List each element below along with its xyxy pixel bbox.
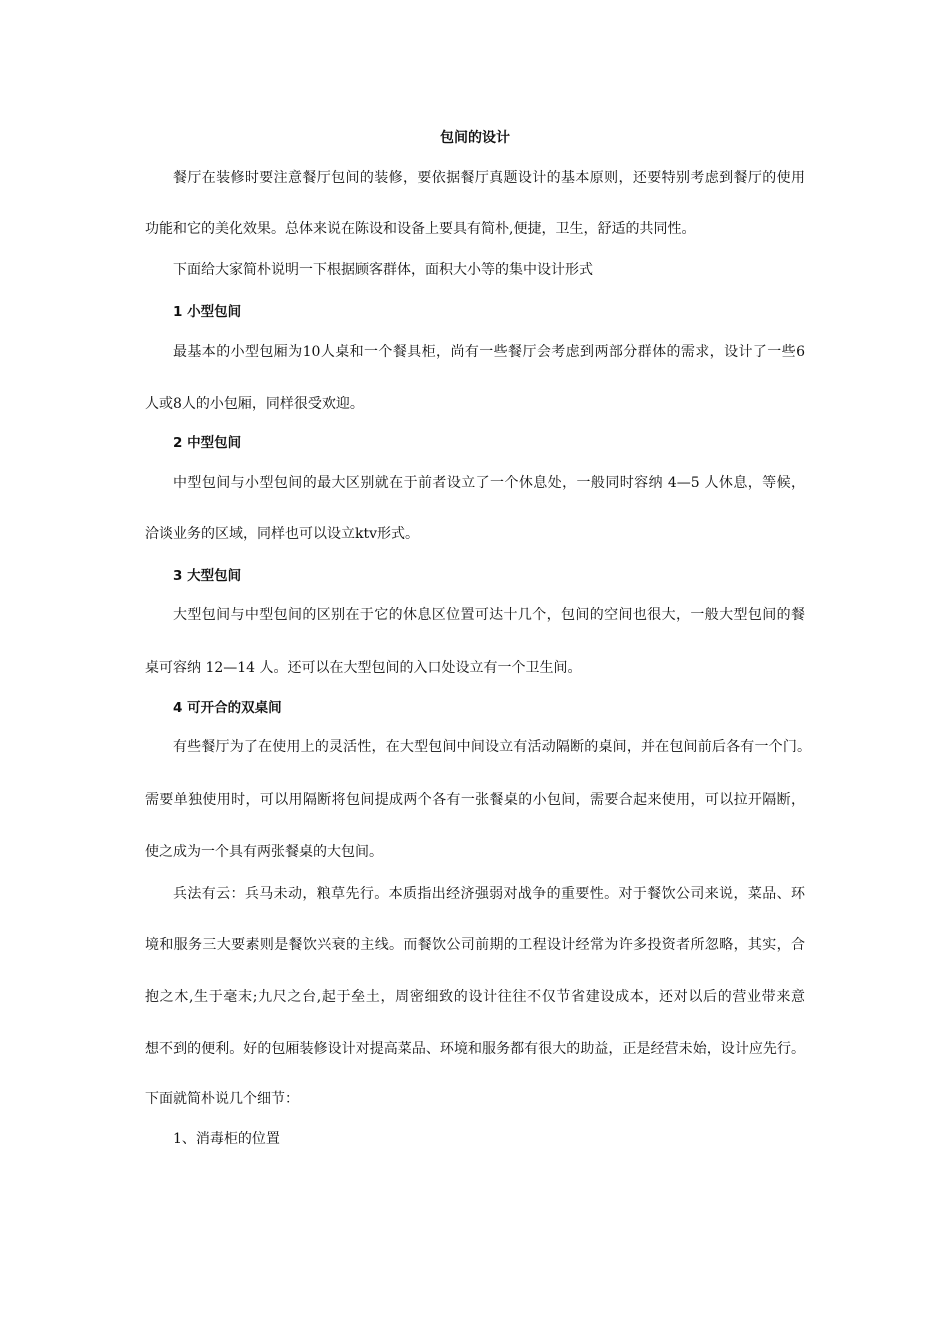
section-heading: 2 中型包间 [173, 435, 242, 451]
paragraph-line: 下面给大家简朴说明一下根据顾客群体，面积大小等的集中设计形式 [173, 262, 593, 278]
paragraph-line: 洽谈业务的区域，同样也可以设立ktv形式。 [145, 526, 420, 542]
paragraph-line: 抱之木,生于毫末;九尺之台,起于垒土，周密细致的设计往往不仅节省建设成本，还对以后的营业带来意 [145, 989, 805, 1005]
page-title: 包间的设计 [440, 130, 510, 146]
paragraph-line: 使之成为一个具有两张餐桌的大包间。 [145, 844, 383, 860]
paragraph-line: 中型包间与小型包间的最大区别就在于前者设立了一个休息处，一般同时容纳 4—5 人休息，等候， [173, 475, 805, 491]
paragraph-line: 兵法有云：兵马未动，粮草先行。本质指出经济强弱对战争的重要性。对于餐饮公司来说，菜品、环 [173, 886, 805, 902]
section-heading: 1 小型包间 [173, 304, 242, 320]
paragraph-line: 餐厅在装修时要注意餐厅包间的装修，要依据餐厅真题设计的基本原则，还要特别考虑到餐厅的使用 [173, 170, 805, 186]
paragraph-line: 下面就简朴说几个细节： [145, 1091, 299, 1107]
paragraph-line: 功能和它的美化效果。总体来说在陈设和设备上要具有简朴,便捷，卫生，舒适的共同性。 [145, 221, 696, 237]
paragraph-line: 大型包间与中型包间的区别在于它的休息区位置可达十几个，包间的空间也很大，一般大型包间的餐 [173, 607, 805, 623]
section-heading: 3 大型包间 [173, 568, 242, 584]
section-heading: 4 可开合的双桌间 [173, 700, 282, 716]
paragraph-line: 境和服务三大要素则是餐饮兴衰的主线。而餐饮公司前期的工程设计经常为许多投资者所忽略，其实，合 [145, 937, 805, 953]
list-item: 1、消毒柜的位置 [173, 1131, 280, 1147]
paragraph-line: 桌可容纳 12—14 人。还可以在大型包间的入口处设立有一个卫生间。 [145, 660, 582, 676]
paragraph-line: 人或8人的小包厢，同样很受欢迎。 [145, 396, 364, 412]
paragraph-line: 想不到的便利。好的包厢装修设计对提高菜品、环境和服务都有很大的助益，正是经营未始，设计应先行。 [145, 1041, 805, 1057]
paragraph-line: 有些餐厅为了在使用上的灵活性，在大型包间中间设立有活动隔断的桌间，并在包间前后各有一个门。 [173, 739, 811, 755]
paragraph-line: 需要单独使用时，可以用隔断将包间提成两个各有一张餐桌的小包间，需要合起来使用，可以拉开隔断， [145, 792, 805, 808]
paragraph-line: 最基本的小型包厢为10人桌和一个餐具柜，尚有一些餐厅会考虑到两部分群体的需求，设计了一些6 [173, 344, 805, 360]
